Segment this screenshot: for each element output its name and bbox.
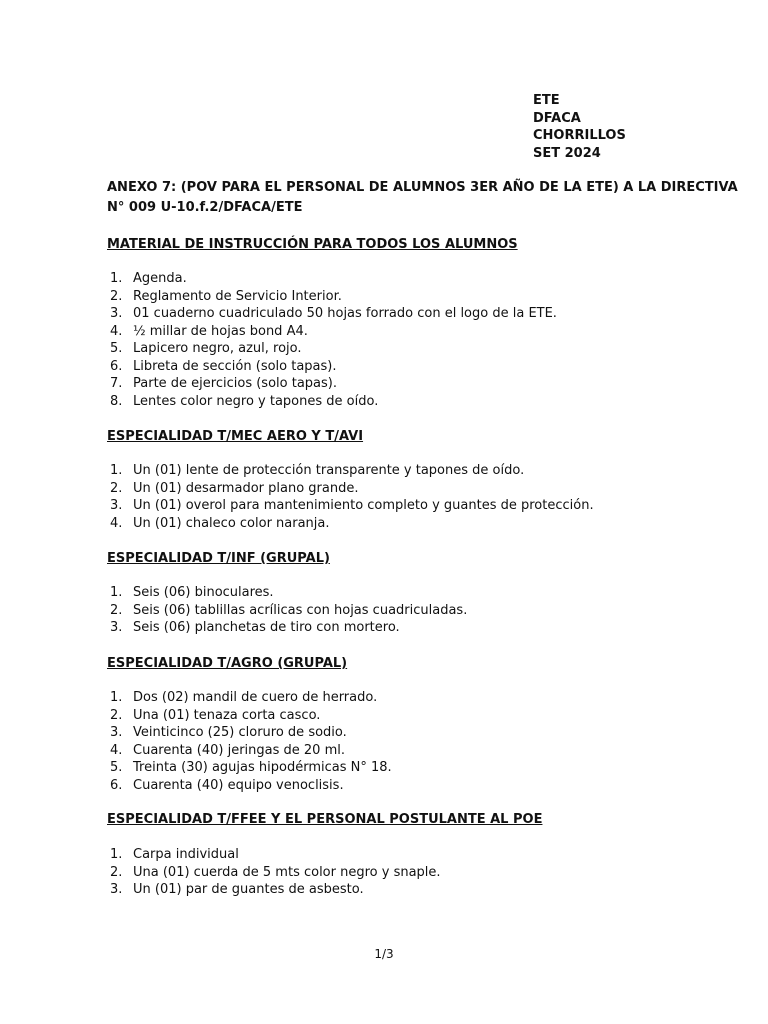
item-text: Cuarenta (40) jeringas de 20 ml.	[133, 742, 345, 758]
item-text: Treinta (30) agujas hipodérmicas N° 18.	[133, 760, 392, 775]
item-number: 2.	[110, 707, 123, 723]
header-line-chorrillos: CHORRILLOS	[533, 128, 626, 143]
list-agro	[107, 689, 392, 794]
item-number: 2.	[110, 480, 123, 496]
item-number: 4.	[110, 515, 123, 531]
list-item	[107, 515, 594, 533]
section-heading-inf: ESPECIALIDAD T/INF (GRUPAL)	[107, 551, 330, 566]
list-item	[107, 689, 392, 707]
list-item	[107, 864, 441, 882]
section-heading-material-instruccion: MATERIAL DE INSTRUCCIÓN PARA TODOS LOS ALUMNOS	[107, 237, 518, 252]
list-item	[107, 777, 392, 795]
item-text: Cuarenta (40) equipo venoclisis.	[133, 777, 344, 793]
item-number: 3.	[110, 620, 123, 635]
list-item	[107, 393, 557, 411]
item-number: 4.	[110, 323, 123, 339]
section-heading-agro: ESPECIALIDAD T/AGRO (GRUPAL)	[107, 656, 348, 671]
page-number: 1/3	[374, 947, 394, 961]
list-item	[107, 480, 594, 498]
list-item	[107, 707, 392, 725]
item-number: 8.	[110, 393, 123, 409]
item-text: Lapicero negro, azul, rojo.	[133, 341, 302, 356]
title-line-1: ANEXO 7: (POV PARA EL PERSONAL DE ALUMNOS 3ER AÑO DE LA ETE) A LA DIRECTIVA	[107, 180, 738, 195]
item-text: Un (01) chaleco color naranja.	[133, 515, 330, 531]
item-text: Un (01) desarmador plano grande.	[133, 480, 359, 496]
item-number: 3.	[110, 498, 123, 513]
list-material-instruccion	[107, 270, 557, 410]
item-text: Un (01) par de guantes de asbesto.	[133, 882, 364, 897]
item-text: Una (01) cuerda de 5 mts color negro y snaple.	[133, 864, 441, 880]
item-text: Agenda.	[133, 271, 187, 286]
list-item	[107, 323, 557, 341]
item-text: Veinticinco (25) cloruro de sodio.	[133, 725, 347, 740]
item-number: 2.	[110, 288, 123, 304]
list-item	[107, 584, 467, 602]
item-number: 3.	[110, 725, 123, 740]
item-number: 1.	[110, 463, 123, 478]
item-text: Un (01) overol para mantenimiento completo y guantes de protección.	[133, 498, 594, 513]
list-item	[107, 288, 557, 306]
list-item	[107, 497, 594, 515]
item-number: 4.	[110, 742, 123, 758]
item-text: Reglamento de Servicio Interior.	[133, 288, 342, 304]
item-text: 01 cuaderno cuadriculado 50 hojas forrado con el logo de la ETE.	[133, 306, 557, 321]
list-item	[107, 358, 557, 376]
item-number: 6.	[110, 358, 123, 374]
item-number: 6.	[110, 777, 123, 793]
item-number: 7.	[110, 376, 123, 391]
header-line-date: SET 2024	[533, 145, 601, 161]
section-heading-ffee: ESPECIALIDAD T/FFEE Y EL PERSONAL POSTULANTE AL POE	[107, 812, 543, 827]
list-inf	[107, 584, 467, 637]
list-ffee	[107, 846, 441, 899]
list-item	[107, 742, 392, 760]
item-number: 2.	[110, 864, 123, 880]
list-item	[107, 619, 467, 637]
item-text: Parte de ejercicios (solo tapas).	[133, 376, 337, 391]
list-item	[107, 305, 557, 323]
list-item	[107, 759, 392, 777]
item-number: 5.	[110, 760, 123, 775]
item-text: Dos (02) mandil de cuero de herrado.	[133, 690, 378, 705]
list-item	[107, 881, 441, 899]
item-number: 1.	[110, 271, 123, 286]
item-number: 3.	[110, 882, 123, 897]
item-number: 5.	[110, 341, 123, 356]
item-number: 2.	[110, 602, 123, 618]
item-number: 3.	[110, 306, 123, 321]
item-number: 1.	[110, 847, 123, 862]
item-text: Seis (06) tablillas acrílicas con hojas cuadriculadas.	[133, 602, 468, 618]
list-item	[107, 340, 557, 358]
title-line-2: N° 009 U-10.f.2/DFACA/ETE	[107, 200, 303, 215]
item-text: Un (01) lente de protección transparente y tapones de oído.	[133, 463, 525, 478]
item-number: 1.	[110, 690, 123, 705]
item-text: ½ millar de hojas bond A4.	[133, 323, 308, 339]
header-line-ete: ETE	[533, 93, 560, 108]
list-item	[107, 724, 392, 742]
list-item	[107, 462, 594, 480]
section-heading-mec-aero: ESPECIALIDAD T/MEC AERO Y T/AVI	[107, 429, 364, 444]
list-item	[107, 602, 467, 620]
item-text: Lentes color negro y tapones de oído.	[133, 393, 379, 409]
item-text: Carpa individual	[133, 847, 239, 862]
item-number: 1.	[110, 585, 123, 600]
list-item	[107, 846, 441, 864]
document-title	[107, 178, 738, 218]
header-block	[533, 92, 626, 162]
list-mec-aero	[107, 462, 594, 532]
item-text: Una (01) tenaza corta casco.	[133, 707, 321, 723]
item-text: Libreta de sección (solo tapas).	[133, 358, 337, 374]
item-text: Seis (06) planchetas de tiro con mortero.	[133, 620, 400, 635]
list-item	[107, 375, 557, 393]
item-text: Seis (06) binoculares.	[133, 585, 274, 600]
list-item	[107, 270, 557, 288]
header-line-dfaca: DFACA	[533, 110, 581, 126]
